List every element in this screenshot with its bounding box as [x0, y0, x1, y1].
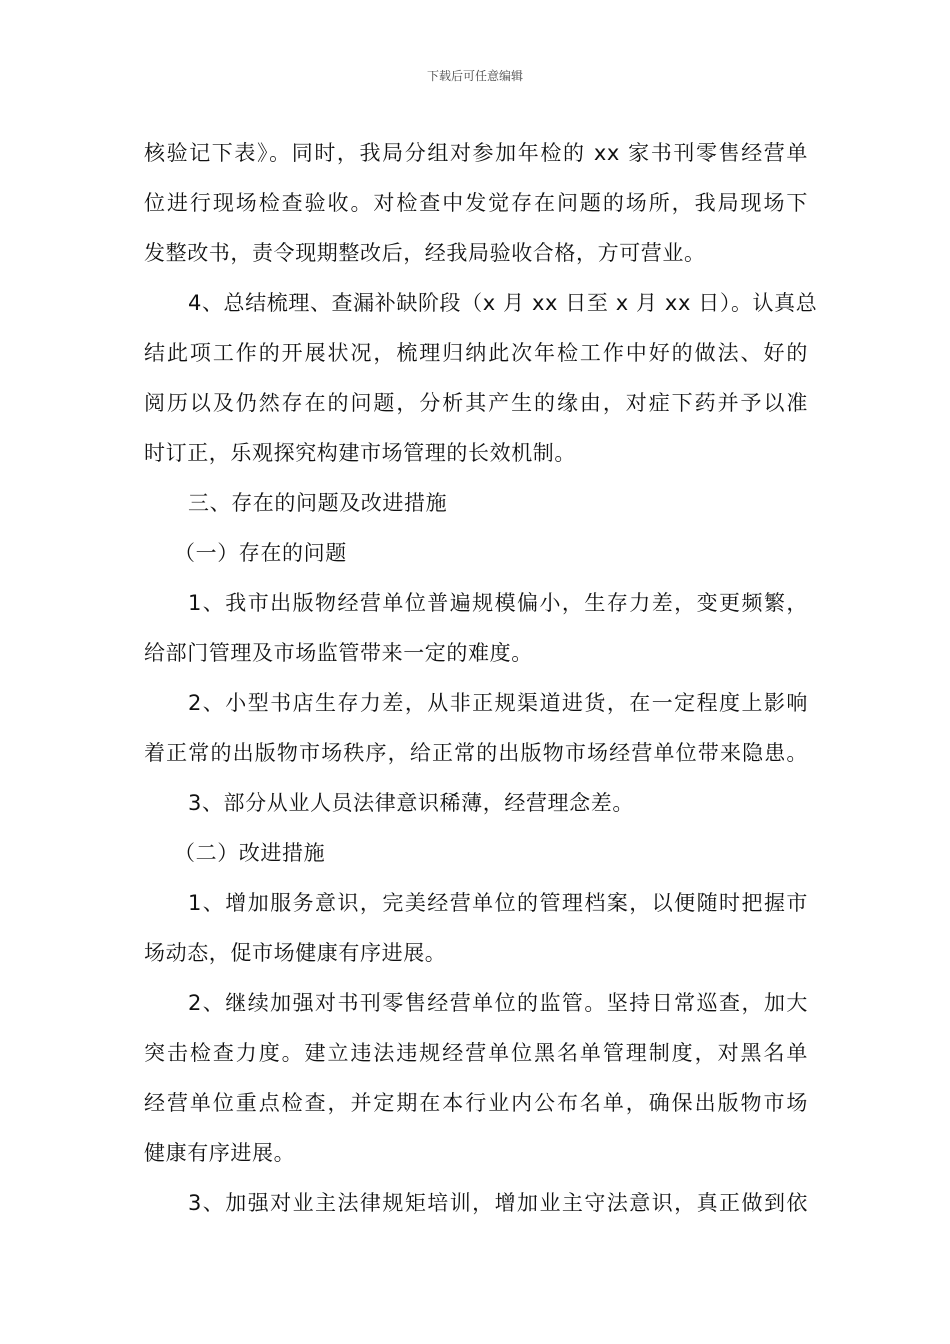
text-line: 3、加强对业主法律规矩培训，增加业主守法意识，真正做到依 [188, 1191, 808, 1215]
text-line: 1、我市出版物经营单位普遍规模偏小，生存力差，变更频繁， [188, 591, 808, 615]
text-line: 位进行现场检查验收。对检查中发觉存在问题的场所，我局现场下 [144, 191, 808, 215]
section-heading: 三、存在的问题及改进措施 [188, 491, 448, 515]
text-line: 1、增加服务意识，完美经营单位的管理档案，以便随时把握市 [188, 891, 808, 915]
subsection-heading: （二）改进措施 [174, 841, 326, 865]
text-line: 突击检查力度。建立违法违规经营单位黑名单管理制度，对黑名单 [144, 1041, 808, 1065]
text-line: 核验记下表》。同时，我局分组对参加年检的 xx 家书刊零售经营单 [144, 141, 808, 165]
page-header: 下载后可任意编辑 [426, 69, 523, 83]
text-line: 4、总结梳理、查漏补缺阶段（x 月 xx 日至 x 月 xx 日）。认真总 [188, 291, 818, 315]
document-body [144, 128, 818, 1228]
text-line: 3、部分从业人员法律意识稀薄，经营理念差。 [188, 791, 634, 815]
subsection-heading: （一）存在的问题 [174, 541, 347, 565]
text-line: 给部门管理及市场监管带来一定的难度。 [144, 641, 533, 665]
text-line: 阅历以及仍然存在的问题，分析其产生的缘由，对症下药并予以准 [144, 391, 808, 415]
text-line: 2、小型书店生存力差，从非正规渠道进货，在一定程度上影响 [188, 691, 808, 715]
text-line: 经营单位重点检查，并定期在本行业内公布名单，确保出版物市场 [144, 1091, 808, 1115]
text-line: 时订正，乐观探究构建市场管理的长效机制。 [144, 441, 576, 465]
text-line: 场动态，促市场健康有序进展。 [144, 941, 447, 965]
text-line: 发整改书，责令现期整改后，经我局验收合格，方可营业。 [144, 241, 706, 265]
text-line: 着正常的出版物市场秩序，给正常的出版物市场经营单位带来隐患。 [144, 741, 808, 765]
text-line: 2、继续加强对书刊零售经营单位的监管。坚持日常巡查，加大 [188, 991, 808, 1015]
text-line: 健康有序进展。 [144, 1141, 296, 1165]
text-line: 结此项工作的开展状况，梳理归纳此次年检工作中好的做法、好的 [144, 341, 808, 365]
